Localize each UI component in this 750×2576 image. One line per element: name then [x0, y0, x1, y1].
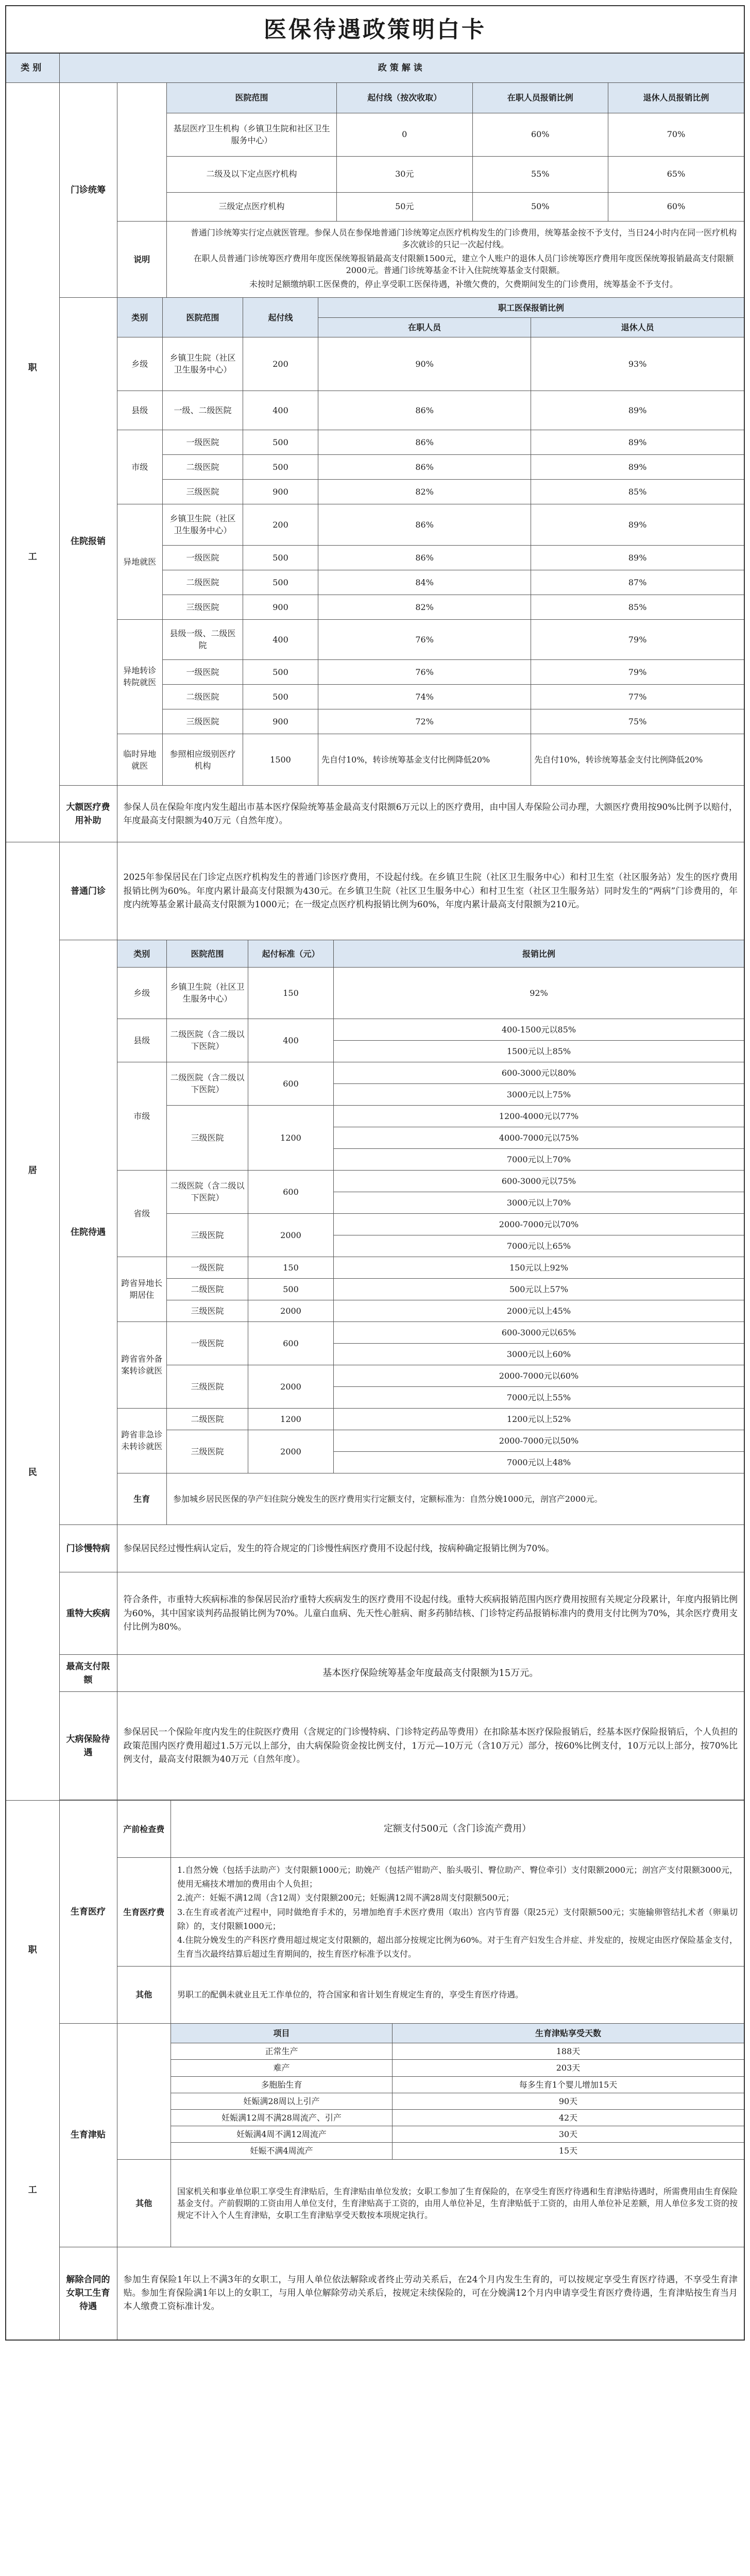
maternity-medical-label: 生育医疗: [59, 1801, 117, 2023]
maternity-medical-cell: [117, 1801, 744, 2023]
catastrophic-text: 参保居民一个保险年度内发生的住院医疗费用（含规定的门诊慢特病、门诊特定药品等费用）在扣除基本医疗保险报销后，经基本医疗保险报销后，个人负担的政策范围内医疗费用超过1.5万元以上部分，由大病保险资金按比例支付，1万元—10万元（含10万元）部分，按60%比例支付，10万元以上部分，按70%比例支付，最高支付限额为40万元（自然年度）。: [117, 1692, 744, 1800]
outpatient-notes-row: [117, 221, 744, 297]
prenatal-label: 产前检查费: [117, 1801, 171, 1857]
resident-inpatient-cell: [117, 940, 744, 1525]
prenatal-value: 定额支付500元（含门诊流产费用）: [171, 1801, 744, 1857]
table-row: 二级医院 500 84% 87%: [117, 570, 744, 595]
table-row: 临时异地就医 参照相应级别医疗机构 1500 先自付10%，转诊统筹基金支付比例降低20% 先自付10%，转诊统筹基金支付比例降低20%: [117, 734, 744, 785]
employee-inpatient-table: 类别 医院范围 起付线 职工医保报销比例 在职人员 退休人员 乡级 乡镇卫生院（社区卫生服务中心） 200 90% 93% 县级 一级、二级医院 400 86% 89% 市级 一级医院 500 86% 89% 二级医院 500 86% 89% 三级医院 900 82% 85% 异地就医 乡镇卫生院（社区卫生服务中心） 200 86% 89% 一级医院 500 86% 89% 二级医院 500 84% 87% 三级医院 900 82% 85% 异地转诊转院就医 县级一级、二级医院 400 76% 79% 一级医院 500 76% 79% 二级医院 500 74% 77% 三级医院 900 72% 75% 临时异地就医 参照相应级别医疗机构 1500 先自付10%，转诊统筹基金支付比例降低20% 先自付10%，转诊统筹基金支付比例降低20%: [117, 298, 744, 785]
table-row: 多胞胎生育 每多生育1个婴儿增加15天: [117, 2076, 744, 2093]
table-row: 3000元以上70%: [117, 1192, 744, 1213]
table-row: 一级医院 500 86% 89%: [117, 545, 744, 570]
table-row: 难产 203天: [117, 2060, 744, 2076]
table-row: 三级定点医疗机构 50元 50% 60%: [117, 192, 744, 221]
family-text: 参加生育保险1年以上不满3年的女职工，与用人单位依法解除或者终止劳动关系后，在24个月内发生生育的，可以按规定享受生育医疗待遇，不享受生育津贴。参加生育保险满1年以上的女职工，与用人单位解除劳动关系后，按规定未续保险的，可在分娩满12个月内申请享受生育医疗费待遇，生育津贴按生育当月本人缴费工资标准计发。: [117, 2247, 744, 2340]
employee-outpatient-row: [6, 83, 744, 298]
table-row: 妊娠满4周不满12周流产 30天: [117, 2126, 744, 2143]
table-row: 7000元以上55%: [117, 1386, 744, 1408]
birth-row: [117, 1473, 744, 1524]
catastrophic-label: 大病保险待遇: [59, 1692, 117, 1800]
table-row: 妊娠满12周不满28周流产、引产 42天: [117, 2110, 744, 2126]
policy-table: [5, 53, 745, 2341]
table-row: 三级医院 900 82% 85%: [117, 595, 744, 619]
table-row: 妊娠满28周以上引产 90天: [117, 2093, 744, 2109]
major-text: 符合条件，市重特大疾病标准的参保居民治疗重特大疾病发生的医疗费用不设起付线。重特大疾病报销范围内医疗费用按照有关规定分段累计，年度内报销比例为60%，其中国家谈判药品报销比例为70%。儿童白血病、先天性心脏病、耐多药肺结核、门诊特定药品报销标准内的费用支付比例为70%，其余医疗费用支付比例为80%。: [117, 1572, 744, 1655]
resident-section-label: 居 民: [6, 842, 59, 1801]
table-row: 二级及以下定点医疗机构 30元 55% 65%: [117, 156, 744, 192]
table-row: 跨省非急诊未转诊就医 二级医院 1200 1200元以上52%: [117, 1408, 744, 1430]
outpatient-notes: 普通门诊统筹实行定点就医管理。参保人员在参保地普通门诊统筹定点医疗机构发生的门诊费用，统筹基金按不予支付，当日24小时内在同一医疗机构多次就诊的只记一次起付线。 在职人员普通门诊统筹医疗费用年度医保统筹报销最高支付限额1500元，建立个人账户的退休人员门诊统筹医疗费用年度医保统筹报销最高支付限额2000元。普通门诊统筹基金不计入住院统筹基金支付限额。 未按时足额缴纳职工医保费的，停止享受职工医保待遇，补缴欠费的，欠费期间发生的门诊费用，统筹基金不予支付。: [167, 221, 744, 297]
resident-general-row: [6, 842, 744, 940]
allowance-other-label: 其他: [117, 2159, 171, 2247]
table-row: 三级医院 1200 1200-4000元以77%: [117, 1105, 744, 1127]
hospital-fee-label: 生育医疗费: [117, 1857, 171, 1966]
table-row: 7000元以上65%: [117, 1235, 744, 1257]
allowance-label: 生育津贴: [59, 2023, 117, 2247]
birth-label: 生育: [117, 1473, 167, 1524]
table-row: 县级 一级、二级医院 400 86% 89%: [117, 391, 744, 430]
table-row: 正常生产 188天: [117, 2043, 744, 2060]
outpatient-table: [117, 83, 744, 297]
resident-chronic-row: [6, 1525, 744, 1572]
table-row: 市级 一级医院 500 86% 89%: [117, 430, 744, 454]
annual-text: 基本医疗保险统筹基金年度最高支付限额为15万元。: [117, 1655, 744, 1692]
table-row: 乡级 乡镇卫生院（社区卫生服务中心） 150 92%: [117, 967, 744, 1019]
header-policy: 政策解读: [59, 53, 744, 83]
table-row: 异地转诊转院就医 县级一级、二级医院 400 76% 79%: [117, 619, 744, 659]
allowance-table: 项目 生育津贴享受天数 正常生产 188天 难产 203天 多胞胎生育 每多生育1个婴儿增加15天 妊娠满28周以上引产 90天 妊娠满12周不满28周流产、引产 42天 妊娠满4周不满12周流产 30天 妊娠不满4周流产 15天 其他 国家机关和事业单位职工享受生育津贴后，生育津贴由单位发放；女职工参加了生育保险的，在享受生育医疗待遇和生育津贴待遇时，所需费用由生育保险基金支付。产前假期的工资由用人单位支付，生育津贴高于工资的，由用人单位补足，生育津贴低于工资的，由用人单位补足差额，用人单位多发工资的按规定不计入个人生育津贴，女职工生育津贴享受天数按本项规定执行。: [117, 2024, 744, 2247]
resident-general-text: 2025年参保居民在门诊定点医疗机构发生的普通门诊医疗费用，不设起付线。在乡镇卫生院（社区卫生服务中心）和村卫生室（社区服务站）发生的医疗费用报销比例为60%。年度内累计最高支付限额为430元。在乡镇卫生院（社区卫生服务中心）和村卫生室（社区卫生服务站）同时发生的“两病”门诊费用的，年度内统筹基金累计最高支付限额为1000元；在一级定点医疗机构报销比例为60%，年度内累计最高支付限额为210元。: [117, 842, 744, 940]
table-row: 三级医院 2000 2000-7000元以60%: [117, 1365, 744, 1386]
major-label: 重特大疾病: [59, 1572, 117, 1655]
outpatient-header-retired: 退休人员报销比例: [608, 83, 744, 113]
employee-inpatient-row: [6, 298, 744, 786]
maternity-section-label: 职 工: [6, 1801, 59, 2340]
outpatient-notes-label: 说明: [117, 221, 167, 297]
table-row: 跨省省外备案转诊就医 一级医院 600 600-3000元以65%: [117, 1321, 744, 1343]
chronic-text: 参保居民经过慢性病认定后，发生的符合规定的门诊慢性病医疗费用不设起付线，按病种确定报销比例为70%。: [117, 1525, 744, 1572]
table-row: 异地就医 乡镇卫生院（社区卫生服务中心） 200 86% 89%: [117, 504, 744, 545]
allowance-cell: [117, 2023, 744, 2247]
employee-section-label: 职 工: [6, 83, 59, 842]
medical-other-text: 男职工的配偶未就业且无工作单位的，符合国家和省计划生育规定生育的，享受生育医疗待遇。: [171, 1967, 744, 2023]
table-row: 三级医院 2000 2000-7000元以70%: [117, 1213, 744, 1235]
page-title: 医保待遇政策明白卡: [5, 5, 745, 53]
outpatient-header-scope: 医院范围: [167, 83, 337, 113]
table-row: 三级医院 900 82% 85%: [117, 479, 744, 504]
table-row: 3000元以上60%: [117, 1343, 744, 1365]
outpatient-header-onjob: 在职人员报销比例: [472, 83, 608, 113]
table-row: 二级医院 500 74% 77%: [117, 684, 744, 709]
maternity-medical-row: [6, 1801, 744, 2023]
serious-label: 大额医疗费用补助: [59, 786, 117, 842]
resident-general-label: 普通门诊: [59, 842, 117, 940]
maternity-medical-table: [117, 1801, 744, 2023]
table-row: 三级医院 2000 2000-7000元以50%: [117, 1430, 744, 1451]
table-row: 省级 二级医院（含二级以下医院） 600 600-3000元以75%: [117, 1170, 744, 1192]
employee-inpatient-cell: [117, 298, 744, 786]
header-row: [6, 53, 744, 83]
table-row: 市级 二级医院（含二级以下医院） 600 600-3000元以80%: [117, 1062, 744, 1083]
employee-serious-row: [6, 786, 744, 842]
table-row: 二级医院 500 500元以上57%: [117, 1278, 744, 1300]
table-row: 4000-7000元以75%: [117, 1127, 744, 1148]
outpatient-header-threshold: 起付线（按次收取）: [337, 83, 473, 113]
annual-label: 最高支付限额: [59, 1655, 117, 1692]
resident-inpatient-row: [6, 940, 744, 1525]
table-row: 一级医院 500 76% 79%: [117, 659, 744, 684]
serious-text: 参保人员在保险年度内发生超出市基本医疗保险统筹基金最高支付限额6万元以上的医疗费用，由中国人寿保险公司办理，大额医疗费用按90%比例予以赔付，年度最高支付限额为40万元（自然年度）。: [117, 786, 744, 842]
chronic-label: 门诊慢特病: [59, 1525, 117, 1572]
resident-inpatient-label: 住院待遇: [59, 940, 117, 1525]
table-row: 1500元以上85%: [117, 1040, 744, 1062]
hospital-fee-text: 1.自然分娩（包括手法助产）支付限额1000元；助娩产（包括产钳助产、胎头吸引、臀位助产、臀位牵引）支付限额2000元；剖宫产支付限额3000元，使用无痛技术增加的费用由个人负担； 2.流产：妊娠不满12周（含12周）支付限额200元；妊娠满12周不满28周支付限额500元； 3.在生育或者流产过程中，同时做绝育手术的，另增加绝育手术医疗费用（取出）宫内节育器（限25元）支付限额500元；实施输卵管结扎术者（卵巢切除）的，支付限额1000元； 4.住院分娩发生的产科医疗费用超过规定支付限额的，超出部分按规定比例为60%。对于生育产妇发生合并症、并发症的，按规定由医疗保险基金支付，生育当次最终结算后超过生育期间的，按生育医疗标准予以支付。: [171, 1857, 744, 1966]
table-row: 妊娠不满4周流产 15天: [117, 2143, 744, 2159]
table-row: 7000元以上48%: [117, 1451, 744, 1473]
maternity-family-row: [6, 2247, 744, 2340]
outpatient-cell: [117, 83, 744, 298]
resident-inpatient-table: 类别 医院范围 起付标准（元） 报销比例 乡级 乡镇卫生院（社区卫生服务中心） 150 92% 县级 二级医院（含二级以下医院） 400 400-1500元以85% 1500元以上85% 市级 二级医院（含二级以下医院） 600 600-3000元以80% 3000元以上75% 三级医院 1200 1200-4000元以77% 4000-7000元以75% 7000元以上70% 省级 二级医院（含二级以下医院） 600 600-3000元以75% 3000元以上70% 三级医院 2000 2000-7000元以70% 7000元以上65% 跨省异地长期居住 一级医院 150 150元以上92% 二级医院 500 500元以上57% 三级医院 2000 2000元以上45% 跨省省外备案转诊就医 一级医院 600 600-3000元以65% 3000元以上60% 三级医院 2000 2000-7000元以60% 7000元以上55% 跨省非急诊未转诊就医 二级医院 1200 1200元以上52% 三级医院 2000 2000-7000元以50% 7000元以上48% 生育 参加城乡居民医保的孕产妇住院分娩发生的医疗费用实行定额支付，定额标准为：自然分娩1000元，剖宫产2000元。: [117, 940, 744, 1524]
outpatient-label: 门诊统筹: [59, 83, 117, 298]
table-row: 县级 二级医院（含二级以下医院） 400 400-1500元以85%: [117, 1019, 744, 1040]
family-label: 解除合同的女职工生育待遇: [59, 2247, 117, 2340]
table-row: 三级医院 2000 2000元以上45%: [117, 1300, 744, 1321]
allowance-other-text: 国家机关和事业单位职工享受生育津贴后，生育津贴由单位发放；女职工参加了生育保险的，在享受生育医疗待遇和生育津贴待遇时，所需费用由生育保险基金支付。产前假期的工资由用人单位支付，生育津贴高于工资的，由用人单位补足，生育津贴低于工资的，由用人单位补足差额，用人单位多发工资的按规定不计入个人生育津贴，女职工生育津贴享受天数按本项规定执行。: [171, 2159, 744, 2247]
resident-major-row: [6, 1572, 744, 1655]
table-row: 三级医院 900 72% 75%: [117, 709, 744, 734]
header-category: 类别: [6, 53, 59, 83]
medical-other-label: 其他: [117, 1967, 171, 2023]
table-row: 乡级 乡镇卫生院（社区卫生服务中心） 200 90% 93%: [117, 337, 744, 391]
table-row: 3000元以上75%: [117, 1083, 744, 1105]
maternity-allowance-row: [6, 2023, 744, 2247]
table-row: 7000元以上70%: [117, 1148, 744, 1170]
table-row: 二级医院 500 86% 89%: [117, 454, 744, 479]
resident-catastrophic-row: [6, 1692, 744, 1800]
table-row: 跨省异地长期居住 一级医院 150 150元以上92%: [117, 1257, 744, 1278]
table-row: 基层医疗卫生机构（乡镇卫生院和社区卫生服务中心） 0 60% 70%: [117, 113, 744, 156]
birth-text: 参加城乡居民医保的孕产妇住院分娩发生的医疗费用实行定额支付，定额标准为：自然分娩1000元，剖宫产2000元。: [167, 1473, 744, 1524]
employee-inpatient-label: 住院报销: [59, 298, 117, 786]
resident-annual-row: [6, 1655, 744, 1692]
